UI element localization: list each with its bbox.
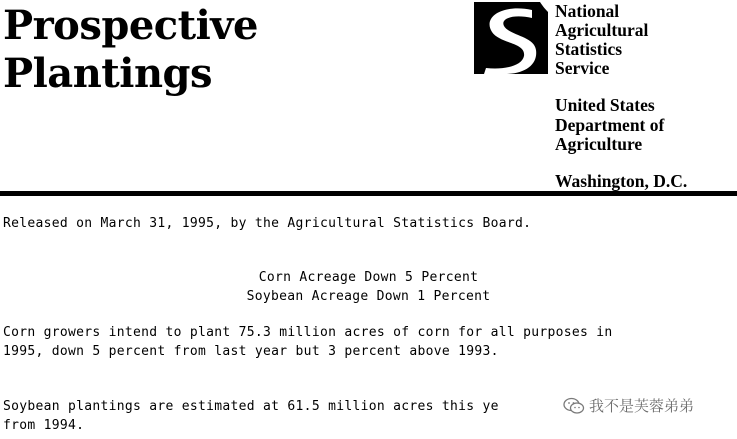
headline-soybean: Soybean Acreage Down 1 Percent (246, 289, 491, 304)
nass-logo-icon (474, 2, 548, 74)
headline-corn: Corn Acreage Down 5 Percent (258, 270, 479, 285)
department-line-3: Agriculture (555, 134, 643, 154)
agency-line-4: Service (555, 58, 610, 78)
paragraph-soybean-line-2: from 1994. (3, 418, 85, 433)
paragraph-soybean (3, 397, 499, 435)
report-title-line-1: Prospective (3, 2, 258, 49)
agency-line-3: Statistics (555, 39, 623, 59)
report-title (3, 2, 258, 98)
department-name (555, 96, 664, 155)
header-divider (0, 191, 737, 196)
department-line-2: Department of (555, 114, 665, 135)
agency-line-1: National (555, 1, 620, 21)
paragraph-soybean-line-1: Soybean plantings are estimated at 61.5 million acres this ye (3, 399, 499, 414)
location-label: Washington, D.C. (555, 171, 688, 191)
agency-line-2: Agricultural (555, 20, 649, 40)
paragraph-corn-line-1: Corn growers intend to plant 75.3 million acres of corn for all purposes in (3, 325, 613, 340)
paragraph-corn-line-2: 1995, down 5 percent from last year but 3 percent above 1993. (3, 344, 499, 359)
headlines (0, 268, 737, 306)
watermark-text: 我不是芙蓉弟弟 (589, 397, 695, 415)
report-title-line-2: Plantings (3, 50, 213, 97)
release-statement: Released on March 31, 1995, by the Agricultural Statistics Board. (3, 216, 532, 231)
department-line-1: United States (555, 95, 655, 115)
agency-name (555, 2, 648, 78)
wechat-icon (563, 397, 585, 415)
paragraph-corn (3, 323, 613, 361)
watermark (560, 394, 697, 417)
